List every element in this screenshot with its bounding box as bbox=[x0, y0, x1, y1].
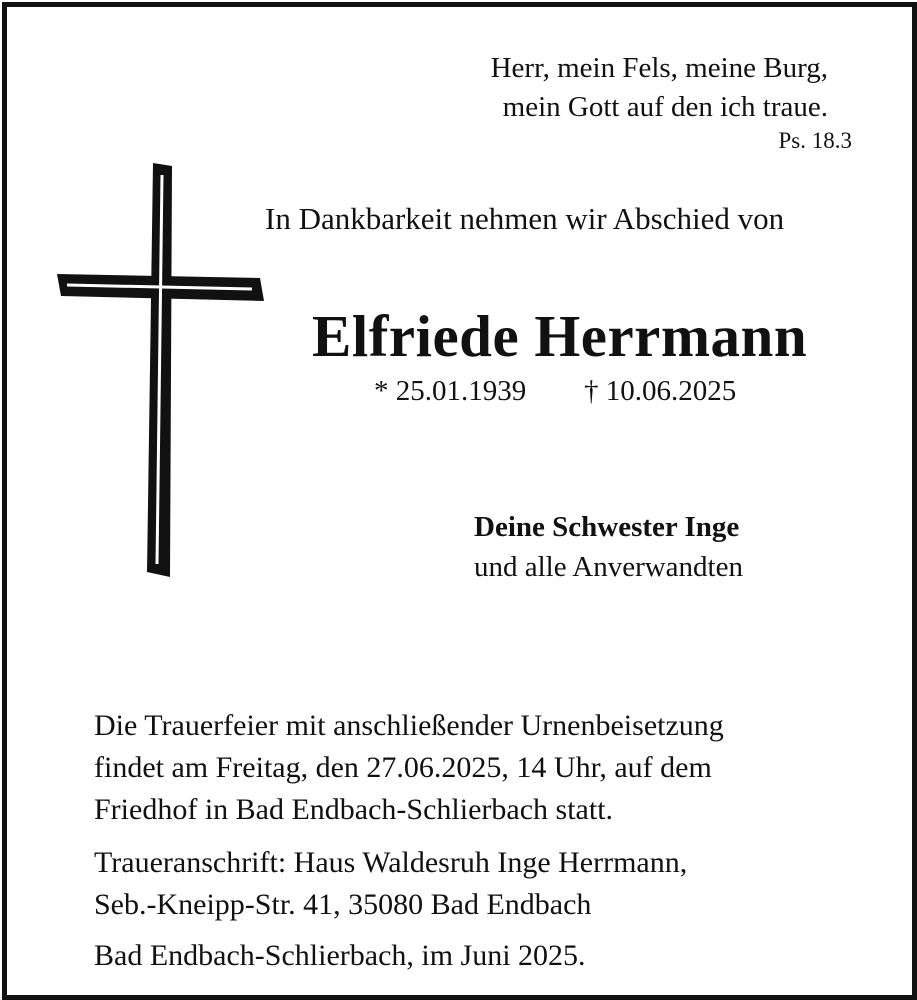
funeral-line: Friedhof in Bad Endbach-Schlierbach statt. bbox=[94, 793, 614, 826]
death-date: † 10.06.2025 bbox=[584, 375, 737, 407]
address-line: Seb.-Kneipp-Str. 41, 35080 Bad Endbach bbox=[94, 888, 592, 921]
mourner-secondary: und alle Anverwandten bbox=[474, 551, 743, 583]
mourning-address bbox=[94, 842, 687, 926]
deceased-name: Elfriede Herrmann bbox=[312, 303, 808, 369]
cross-icon bbox=[55, 159, 270, 584]
verse-reference: Ps. 18.3 bbox=[778, 128, 852, 153]
funeral-line: Die Trauerfeier mit anschließender Urnenbeisetzung bbox=[94, 709, 724, 742]
funeral-line: findet am Freitag, den 27.06.2025, 14 Uhr, auf dem bbox=[94, 751, 712, 784]
verse-line-1: Herr, mein Fels, meine Burg, bbox=[490, 52, 828, 84]
intro-text: In Dankbarkeit nehmen wir Abschied von bbox=[265, 201, 785, 236]
birth-date: * 25.01.1939 bbox=[374, 375, 527, 407]
funeral-info bbox=[94, 705, 724, 831]
place-date: Bad Endbach-Schlierbach, im Juni 2025. bbox=[94, 939, 586, 972]
mourner-primary: Deine Schwester Inge bbox=[474, 511, 740, 543]
address-line: Traueranschrift: Haus Waldesruh Inge Herrmann, bbox=[94, 846, 688, 879]
verse-line-2: mein Gott auf den ich traue. bbox=[502, 91, 828, 123]
obituary-notice bbox=[2, 2, 917, 1000]
